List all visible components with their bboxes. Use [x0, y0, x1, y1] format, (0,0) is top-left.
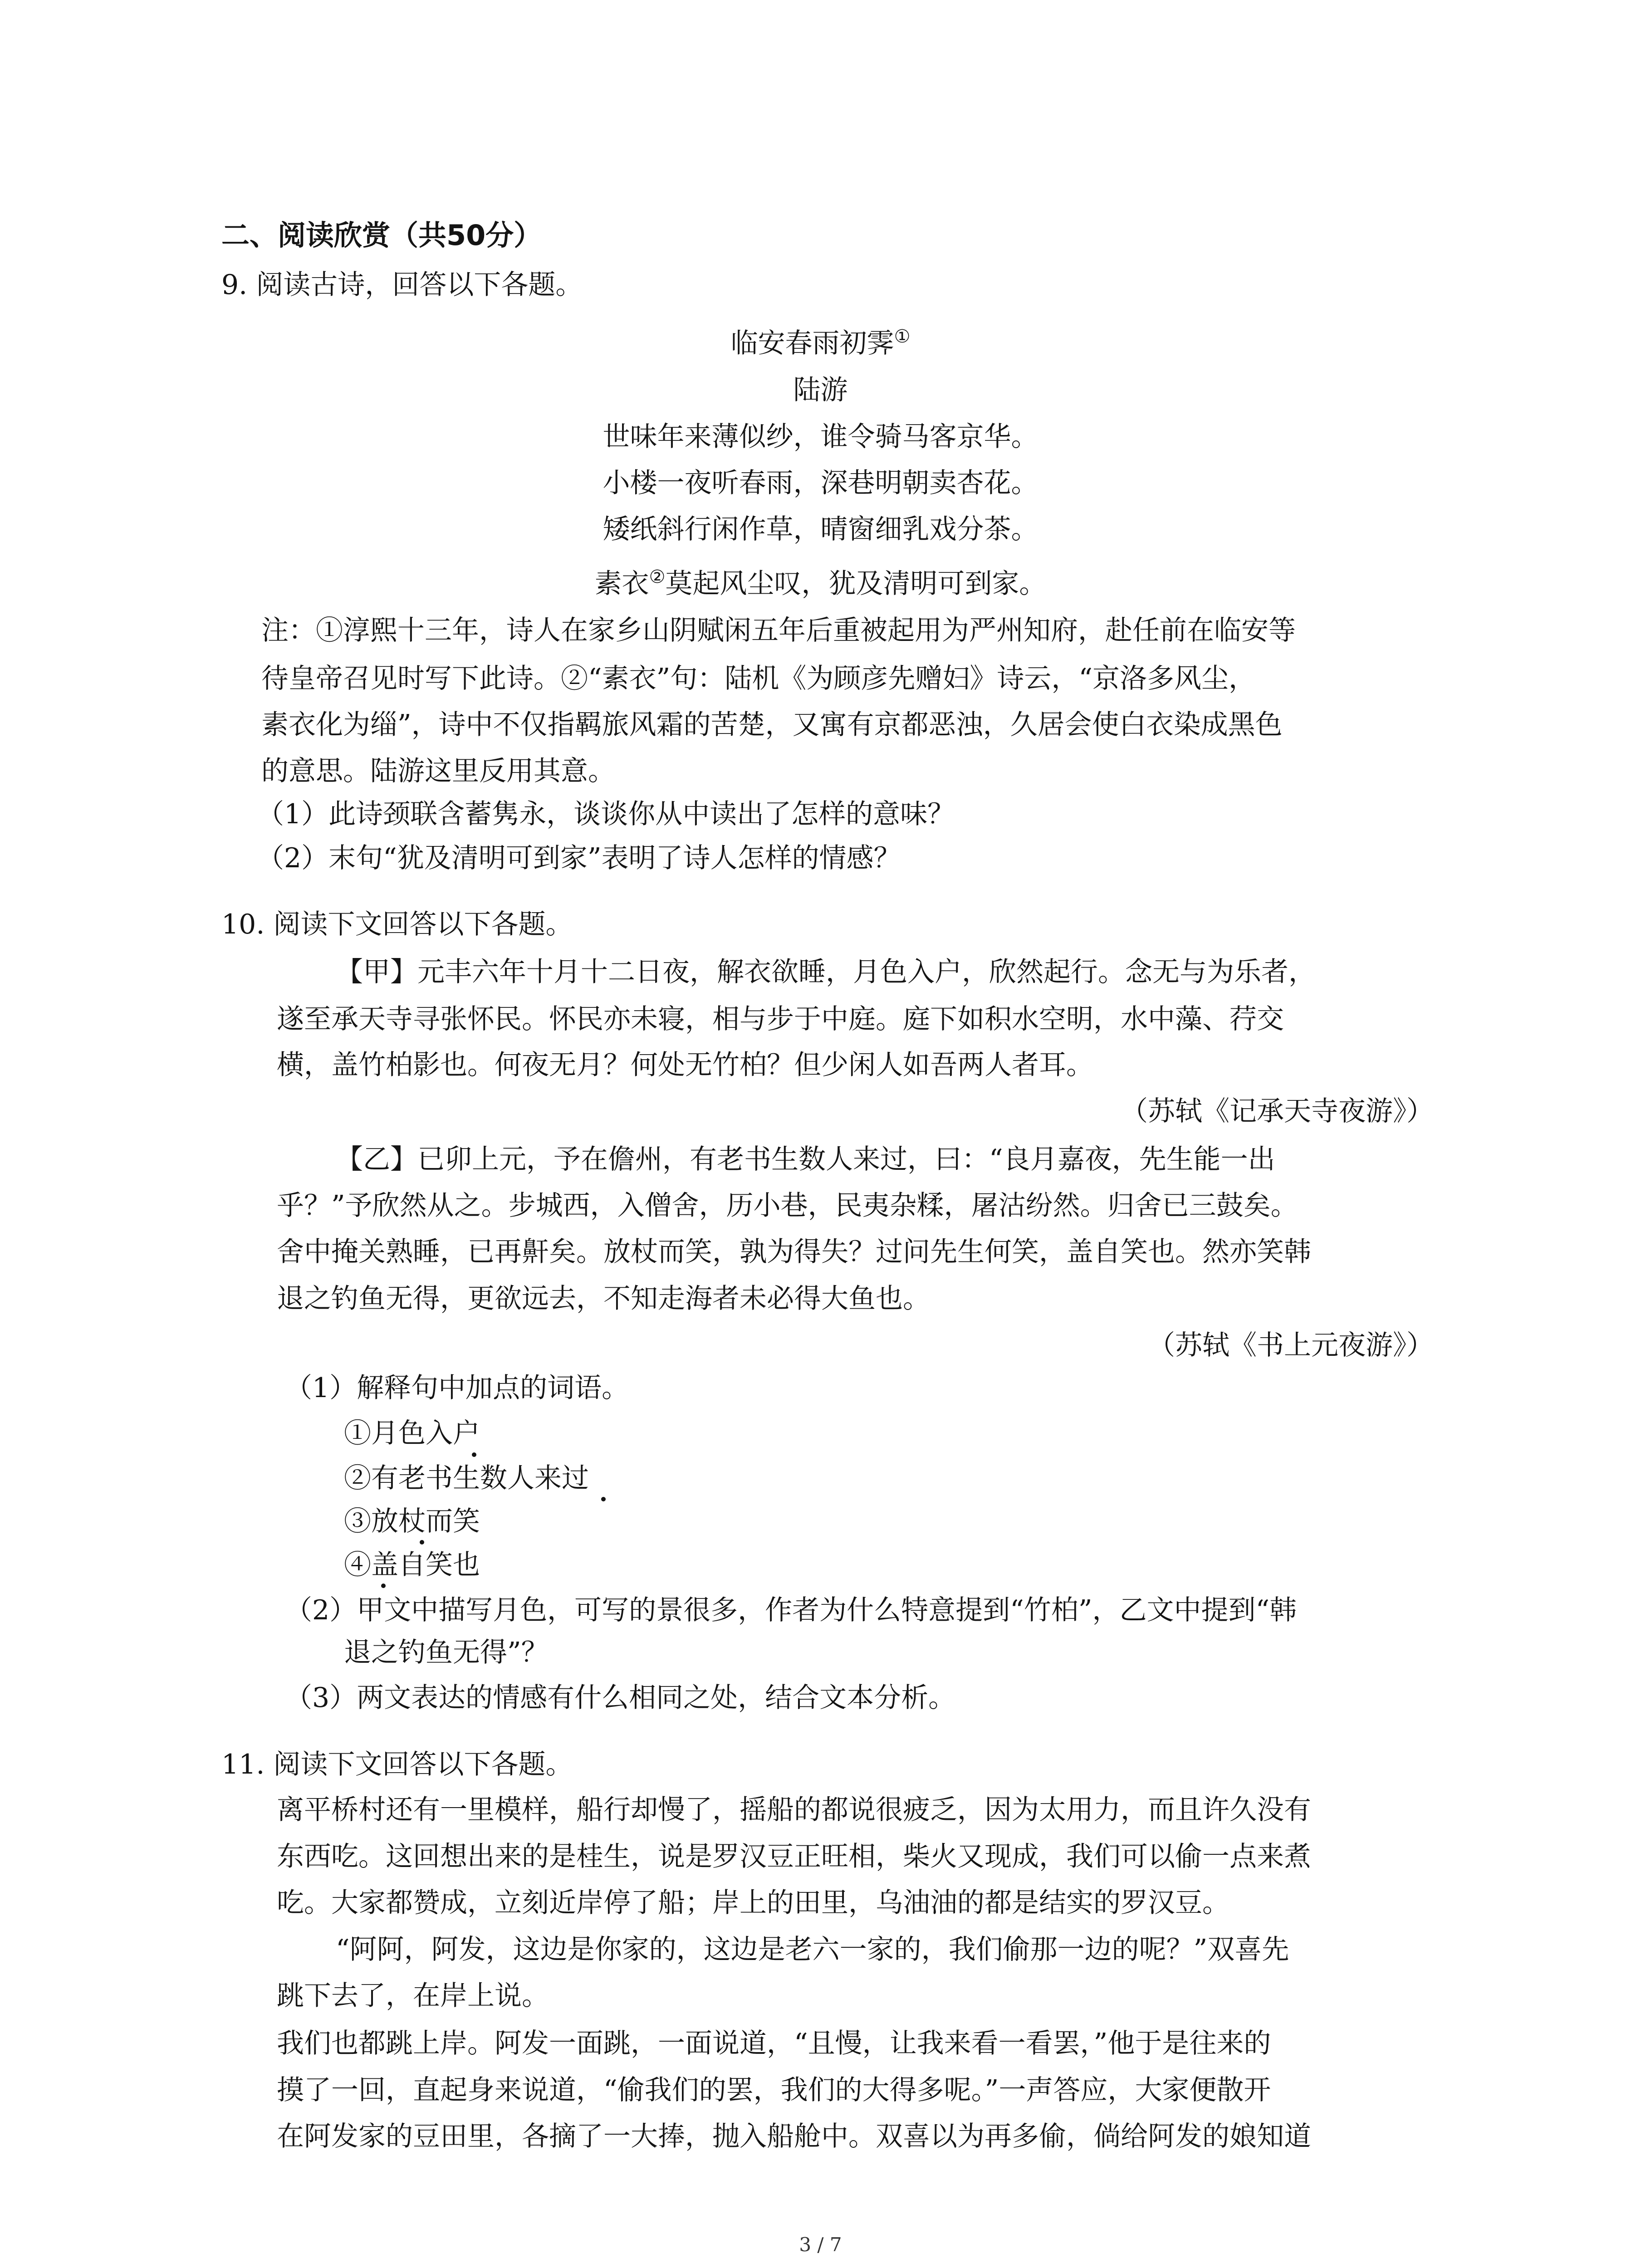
q9-sub-question-1: （1）此诗颈联含蓄隽永，谈谈你从中读出了怎样的意味？ — [257, 798, 955, 830]
poem-title-note: ① — [894, 326, 911, 347]
q11-passage-line: 我们也都跳上岸。阿发一面跳，一面说道，“且慢，让我来看一看罢，”他于是往来的 — [277, 2028, 1271, 2059]
poem-title-text: 临安春雨初霁 — [730, 327, 894, 359]
vocab-item: ②有老书生数人来过 — [344, 1462, 589, 1494]
q11-prompt: 11. 阅读下文回答以下各题。 — [221, 1749, 573, 1780]
q10-sub-question-2-cont: 退之钓鱼无得”？ — [344, 1637, 549, 1668]
q11-passage-line: 摸了一回，直起身来说道，“偷我们的罢，我们的大得多呢。”一声答应，大家便散开 — [277, 2074, 1271, 2106]
emphasis-dot — [472, 1452, 476, 1457]
poem-line — [0, 567, 1641, 600]
q11-passage-line: “阿阿，阿发，这边是你家的，这边是老六一家的，我们偷那一边的呢？”双喜先 — [336, 1934, 1289, 1965]
q11-passage-line: 吃。大家都赞成，立刻近岸停了船；岸上的田里，乌油油的都是结实的罗汉豆。 — [277, 1887, 1230, 1919]
q11-passage-line: 东西吃。这回想出来的是桂生，说是罗汉豆正旺相，柴火又现成，我们可以偷一点来煮 — [277, 1841, 1311, 1872]
vocab-item: ③放杖而笑 — [344, 1505, 480, 1537]
passage-jia-source: （苏轼《记承天寺夜游》） — [1121, 1095, 1434, 1127]
vocab-item: ①月色入户 — [344, 1418, 480, 1449]
q10-sub-question-3: （3）两文表达的情感有什么相同之处，结合文本分析。 — [285, 1682, 956, 1714]
poem-last-line-note: ② — [649, 567, 666, 587]
q10-sub-question-2: （2）甲文中描写月色，可写的景很多，作者为什么特意提到“竹柏”，乙文中提到“韩 — [285, 1594, 1297, 1626]
emphasis-dot — [381, 1584, 386, 1588]
passage-jia-line: 遂至承天寺寻张怀民。怀民亦未寝，相与步于中庭。庭下如积水空明，水中藻、荇交 — [277, 1003, 1284, 1035]
q10-sub-question-1: （1）解释句中加点的词语。 — [285, 1372, 629, 1404]
poem-note-line: 注：①淳熙十三年，诗人在家乡山阴赋闲五年后重被起用为严州知府，赴任前在临安等 — [261, 615, 1296, 646]
poem-note-line: 素衣化为缁”，诗中不仅指羁旅风霜的苦楚，又寓有京都恶浊，久居会使白衣染成黑色 — [261, 709, 1283, 741]
poem-line: 矮纸斜行闲作草，晴窗细乳戏分茶。 — [603, 513, 1038, 545]
q9-sub-question-2: （2）末句“犹及清明可到家”表明了诗人怎样的情感？ — [257, 842, 901, 874]
passage-yi-line: 乎？”予欣然从之。步城西，入僧舍，历小巷，民夷杂糅，屠沽纷然。归舍已三鼓矣。 — [277, 1190, 1298, 1222]
q11-passage-line: 跳下去了，在岸上说。 — [277, 1980, 549, 2012]
passage-yi-line: 舍中掩关熟睡，已再鼾矣。放杖而笑，孰为得失？过问先生何笑，盖自笑也。然亦笑韩 — [277, 1236, 1311, 1268]
emphasis-dot — [420, 1540, 424, 1545]
page-number: 3 / 7 — [799, 2234, 842, 2256]
vocab-item: ④盖自笑也 — [344, 1549, 480, 1581]
poem-author: 陆游 — [793, 374, 848, 406]
section-title: 二、阅读欣赏（共50分） — [221, 219, 542, 252]
poem-last-line-a: 素衣 — [594, 568, 649, 600]
poem-line: 世味年来薄似纱，谁令骑马客京华。 — [603, 421, 1038, 453]
poem-title — [0, 327, 1641, 357]
q11-passage-line: 在阿发家的豆田里，各摘了一大捧，抛入船舱中。双喜以为再多偷，倘给阿发的娘知道 — [277, 2121, 1311, 2152]
q10-prompt: 10. 阅读下文回答以下各题。 — [221, 909, 573, 940]
emphasis-dot — [601, 1497, 606, 1501]
poem-line: 小楼一夜听春雨，深巷明朝卖杏花。 — [603, 467, 1038, 499]
passage-yi-line: 【乙】已卯上元，予在儋州，有老书生数人来过，曰：“良月嘉夜，先生能一出 — [336, 1144, 1275, 1175]
passage-jia-line: 横，盖竹柏影也。何夜无月？何处无竹柏？但少闲人如吾两人者耳。 — [277, 1049, 1093, 1081]
passage-yi-source: （苏轼《书上元夜游》） — [1148, 1330, 1434, 1361]
passage-jia-line: 【甲】元丰六年十月十二日夜，解衣欲睡，月色入户，欣然起行。念无与为乐者， — [336, 956, 1316, 988]
q11-passage-line: 离平桥村还有一里模样，船行却慢了，摇船的都说很疲乏，因为太用力，而且许久没有 — [277, 1794, 1311, 1826]
passage-yi-line: 退之钓鱼无得，更欲远去，不知走海者未必得大鱼也。 — [277, 1283, 930, 1315]
poem-note-line: 的意思。陆游这里反用其意。 — [261, 755, 615, 787]
q9-prompt: 9. 阅读古诗，回答以下各题。 — [221, 269, 583, 301]
poem-note-line: 待皇帝召见时写下此诗。②“素衣”句：陆机《为顾彦先赠妇》诗云，“京洛多风尘， — [261, 663, 1256, 694]
poem-last-line-b: 莫起风尘叹，犹及清明可到家。 — [665, 568, 1047, 600]
